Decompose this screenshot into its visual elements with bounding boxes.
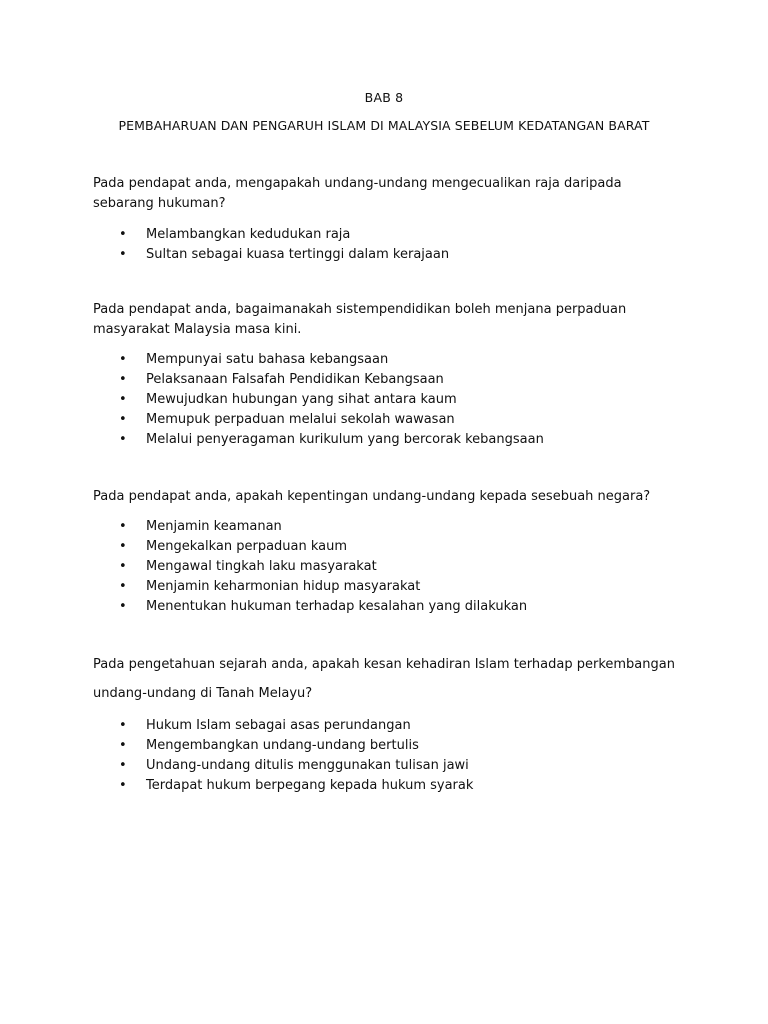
question-4: Pada pengetahuan sejarah anda, apakah kesan kehadiran Islam terhadap perkembangan undang-undang di Tanah Melayu?: [93, 657, 675, 701]
list-item: [93, 390, 683, 410]
question-section-4: [93, 650, 683, 796]
bullet-icon: •: [119, 599, 127, 614]
question-section-2: [93, 300, 683, 450]
chapter-label: BAB 8: [364, 90, 404, 105]
list-item: [93, 537, 683, 557]
bullet-icon: •: [119, 718, 127, 733]
answer-text: Menjamin keharmonian hidup masyarakat: [146, 579, 421, 594]
bullet-icon: •: [119, 227, 127, 242]
answer-text: Mengekalkan perpaduan kaum: [146, 539, 348, 554]
bullet-icon: •: [119, 539, 127, 554]
answer-text: Undang-undang ditulis menggunakan tulisan jawi: [146, 758, 469, 773]
bullet-icon: •: [119, 432, 127, 447]
question-2: Pada pendapat anda, bagaimanakah sistempendidikan boleh menjana perpaduan masyarakat Malaysia masa kini.: [93, 302, 627, 337]
list-item: [93, 577, 683, 597]
answer-text: Mempunyai satu bahasa kebangsaan: [146, 352, 389, 367]
answer-list-3: [93, 517, 683, 617]
list-item: [93, 716, 683, 736]
answer-list-2: [93, 350, 683, 450]
list-item: [93, 557, 683, 577]
bullet-icon: •: [119, 579, 127, 594]
answer-text: Pelaksanaan Falsafah Pendidikan Kebangsaan: [146, 372, 444, 387]
answer-text: Memupuk perpaduan melalui sekolah wawasan: [146, 412, 455, 427]
bullet-icon: •: [119, 247, 127, 262]
answer-text: Terdapat hukum berpegang kepada hukum syarak: [146, 778, 474, 793]
list-item: [93, 430, 683, 450]
bullet-icon: •: [119, 778, 127, 793]
answer-text: Mengawal tingkah laku masyarakat: [146, 559, 377, 574]
answer-text: Mengembangkan undang-undang bertulis: [146, 738, 419, 753]
list-item: [93, 597, 683, 617]
bullet-icon: •: [119, 372, 127, 387]
page-title: PEMBAHARUAN DAN PENGARUH ISLAM DI MALAYSIA SEBELUM KEDATANGAN BARAT: [118, 118, 650, 133]
list-item: [93, 245, 683, 265]
list-item: [93, 410, 683, 430]
bullet-icon: •: [119, 738, 127, 753]
list-item: [93, 225, 683, 245]
list-item: [93, 350, 683, 370]
answer-text: Hukum Islam sebagai asas perundangan: [146, 718, 411, 733]
list-item: [93, 370, 683, 390]
bullet-icon: •: [119, 559, 127, 574]
bullet-icon: •: [119, 412, 127, 427]
answer-text: Mewujudkan hubungan yang sihat antara kaum: [146, 392, 457, 407]
bullet-icon: •: [119, 758, 127, 773]
question-3: Pada pendapat anda, apakah kepentingan undang-undang kepada sesebuah negara?: [93, 489, 651, 504]
answer-text: Menjamin keamanan: [146, 519, 282, 534]
question-section-1: [93, 174, 683, 265]
list-item: [93, 517, 683, 537]
bullet-icon: •: [119, 392, 127, 407]
answer-text: Melambangkan kedudukan raja: [146, 227, 351, 242]
bullet-icon: •: [119, 352, 127, 367]
list-item: [93, 776, 683, 796]
answer-list-1: [93, 225, 683, 265]
question-1: Pada pendapat anda, mengapakah undang-undang mengecualikan raja daripada sebarang hukuman?: [93, 176, 622, 211]
bullet-icon: •: [119, 519, 127, 534]
answer-text: Melalui penyeragaman kurikulum yang bercorak kebangsaan: [146, 432, 544, 447]
answer-text: Sultan sebagai kuasa tertinggi dalam kerajaan: [146, 247, 450, 262]
answer-text: Menentukan hukuman terhadap kesalahan yang dilakukan: [146, 599, 528, 614]
list-item: [93, 736, 683, 756]
list-item: [93, 756, 683, 776]
question-section-3: [93, 487, 683, 617]
answer-list-4: [93, 716, 683, 796]
